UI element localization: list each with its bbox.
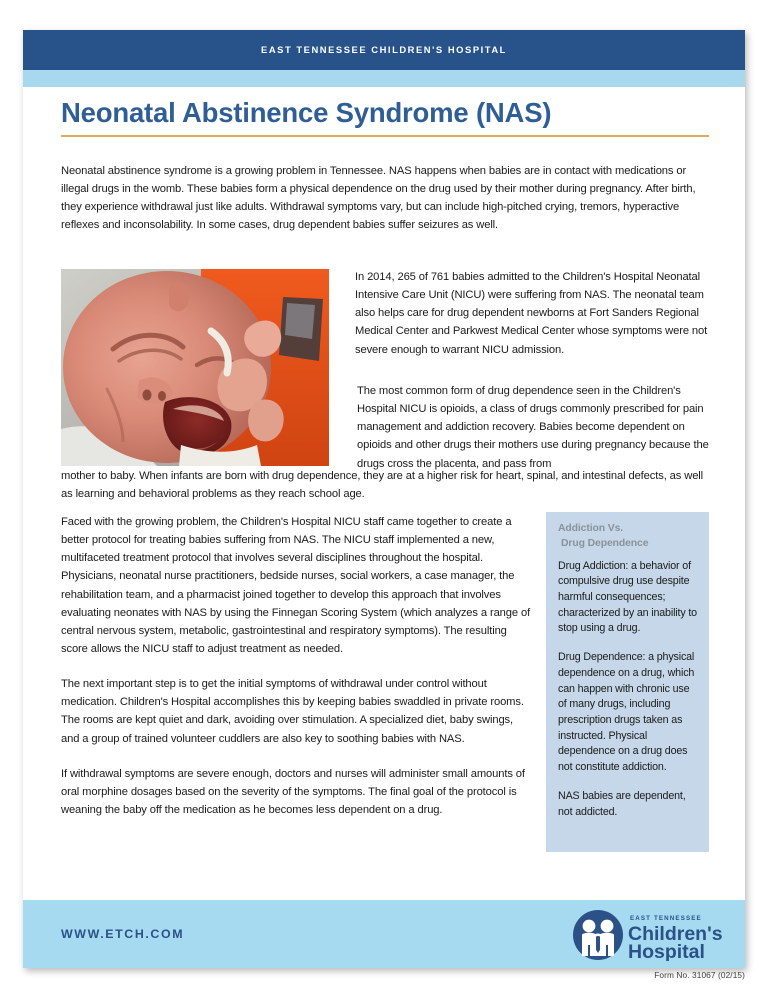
- callout-paragraph-nas: NAS babies are dependent, not addicted.: [558, 789, 686, 818]
- morphine-paragraph: If withdrawal symptoms are severe enough, doctors and nurses will administer small amounts of oral morphine dosages based on the severity of the symptoms. The final goal of the protocol is weaning the baby off the medication as he becomes less dependent on a drug.: [61, 767, 525, 816]
- opioid-dependence-paragraph: The most common form of drug dependence seen in the Children's Hospital NICU is opioids, a class of drugs commonly prescribed for pain management and addiction recovery. Babies become dependent on opioids and other drugs their mothers use during pregnancy because the drugs cross the placenta, and pass from: [357, 385, 709, 470]
- nicu-statistics-paragraph: In 2014, 265 of 761 babies admitted to the Children's Hospital Neonatal Intensive Care Unit (NICU) were suffering from NAS. The neonatal team also helps care for drug dependent newborns at Fort Sanders Regional Medical Center and Parkwest Medical Center whose symptoms were not severe enough to warrant NICU admission.: [355, 271, 708, 356]
- form-number: Form No. 31067 (02/15): [654, 970, 745, 980]
- intro-paragraph: Neonatal abstinence syndrome is a growing problem in Tennessee. NAS happens when babies are in contact with medications or illegal drugs in the womb. These babies form a physical dependence on the drug used by their mother during pregnancy. After birth, they experience withdrawal just like adults. Withdrawal symptoms vary, but can include high-pitched crying, tremors, hyperactive reflexes and inconsolability. In some cases, drug dependent babies suffer seizures as well.: [61, 165, 696, 232]
- logo-word-children: Children's: [628, 923, 723, 945]
- organization-name: EAST TENNESSEE CHILDREN'S HOSPITAL: [261, 44, 507, 55]
- footer-bar: [23, 900, 745, 968]
- etch-logo-mark: [573, 909, 723, 961]
- title-divider: [61, 135, 709, 137]
- callout-body: [558, 559, 697, 821]
- callout-paragraph-addiction: Drug Addiction: a behavior of compulsive drug use despite harmful consequences; characterized by an inability to stop using a drug.: [558, 559, 697, 635]
- callout-paragraph-dependence: Drug Dependence: a physical dependence on a drug, which can happen with chronic use of many drugs, including prescription drugs taken as instructed. Physical dependence on a drug does not constitute addiction.: [558, 651, 695, 774]
- callout-heading-line-2: Drug Dependence: [561, 537, 649, 549]
- header-band: [23, 30, 745, 70]
- page-title: Neonatal Abstinence Syndrome (NAS): [61, 97, 552, 128]
- callout-heading-line-1: Addiction Vs.: [558, 523, 624, 534]
- etch-logo: [573, 909, 723, 961]
- website-url[interactable]: WWW.ETCH.COM: [61, 927, 185, 941]
- baby-photo: [61, 269, 329, 466]
- logo-tagline: EAST TENNESSEE: [630, 915, 702, 922]
- addiction-vs-dependence-callout: [546, 512, 709, 852]
- protocol-paragraph: Faced with the growing problem, the Children's Hospital NICU staff came together to create a better protocol for treating babies suffering from NAS. The NICU staff implemented a new, multifaceted treatment protocol that involves several disciplines throughout the hospital. Physicians, neonatal nurse practitioners, bedside nurses, social workers, a case manager, the rehabilitation team, and a pharmacist joined together to develop this approach that involves evaluating neonates with NAS by using the Finnegan Scoring System (which analyzes a range of central nervous system, metabolic, gastrointestinal and respiratory symptoms). The resulting score allows the NICU staff to adjust treatment as needed.: [61, 516, 531, 655]
- nonmedication-paragraph: The next important step is to get the initial symptoms of withdrawal under control without medication. Children's Hospital accomplishes this by keeping babies swaddled in private rooms. The rooms are kept quiet and dark, avoiding over stimulation. A specialized diet, baby swings, and a group of trained volunteer cuddlers are also key to soothing babies with NAS.: [61, 678, 524, 745]
- logo-word-hospital: Hospital: [628, 941, 705, 961]
- callout-heading: [558, 522, 697, 552]
- header-accent-stripe: [23, 70, 745, 87]
- document-sheet: [23, 30, 745, 968]
- lower-body-column: [61, 513, 534, 819]
- opioid-dependence-paragraph-continued: mother to baby. When infants are born with drug dependence, they are at a higher risk for heart, spinal, and intestinal defects, as well as learning and behavioral problems as they reach school age.: [61, 470, 704, 501]
- baby-photo-illustration: [61, 269, 329, 466]
